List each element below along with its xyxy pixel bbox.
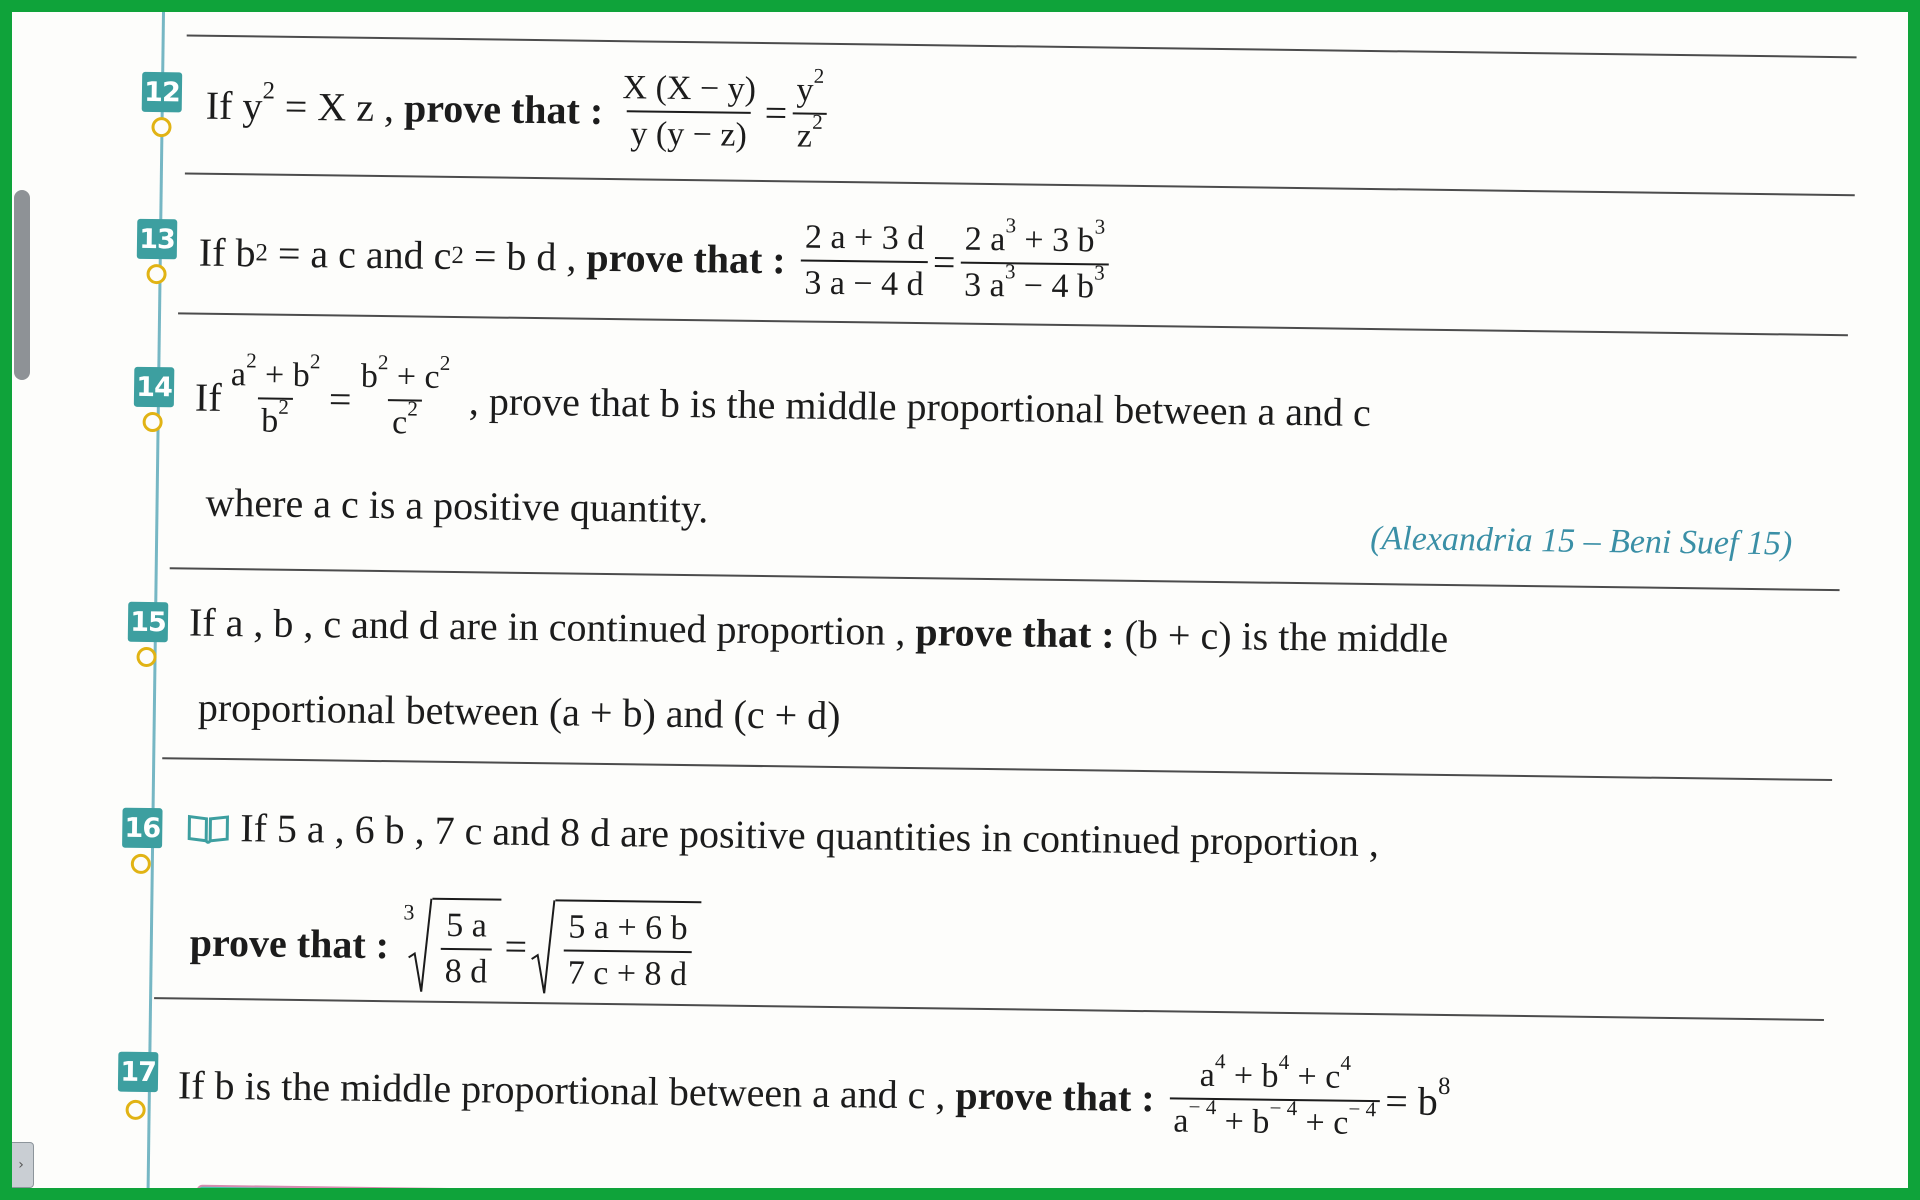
numerator: $y^2$	[796, 63, 825, 109]
condition-2: = b d ,	[473, 233, 577, 280]
problem-number-badge: 13	[137, 219, 178, 260]
exam-source: (Alexandria 15 – Beni Suef 15)	[1369, 519, 1793, 563]
problem-number-badge: 15	[128, 602, 169, 643]
equals-sign: =	[284, 83, 308, 130]
problem-16-formula	[189, 893, 705, 1000]
problem-number-badge: 17	[118, 1052, 159, 1093]
bullet-dot	[125, 1100, 145, 1120]
bullet-dot	[131, 854, 151, 874]
text-if: If	[194, 374, 222, 420]
prove-that-label: prove that :	[189, 919, 390, 968]
bullet-dot	[143, 412, 163, 432]
problem-14-statement	[194, 343, 1371, 468]
cube-root	[402, 897, 501, 994]
radical-sign	[407, 897, 432, 993]
denominator: 7 c + 8 d	[564, 949, 692, 992]
text-if: If	[198, 229, 226, 275]
divider	[162, 757, 1832, 781]
denominator: $b^2$	[257, 397, 293, 438]
denominator: $z^2$	[793, 112, 827, 153]
denominator: 8 d	[440, 948, 491, 990]
divider	[154, 997, 1824, 1021]
denominator: 3 $a^3 - 4$ $b^3$	[960, 262, 1109, 305]
problem-number-badge: 16	[122, 808, 163, 849]
statement-text: If 5 a , 6 b , 7 c and 8 d are positive quantities in continued proportion ,	[240, 805, 1380, 866]
prove-that-label: prove that :	[586, 234, 786, 283]
statement-tail: , prove that b is the middle proportional between a and c	[468, 378, 1372, 435]
problem-17-statement	[177, 1030, 1451, 1157]
fraction-2	[356, 350, 454, 442]
numerator: $a^2 + b^2$	[230, 348, 321, 395]
rhs-fraction	[564, 910, 692, 992]
denominator: $a^{- 4} + b^{- 4} + c^{- 4}$	[1169, 1097, 1380, 1141]
condition-right: X z ,	[317, 84, 395, 131]
denominator: 3 a − 4 d	[800, 260, 928, 303]
condition: = a c and c	[277, 230, 452, 278]
rhs-fraction	[960, 213, 1109, 306]
prove-that-label: prove that :	[915, 609, 1115, 657]
book-icon	[186, 811, 230, 846]
numerator: 5 a + 6 b	[568, 908, 688, 948]
fraction-1	[226, 348, 324, 440]
problem-15-line-2: proportional between (a + b) and (c + d)	[197, 684, 841, 739]
equals-sign: =	[764, 90, 788, 136]
problem-13-statement: If b 2 = a c and c 2 = b d , prove that : $\frac{2 a + 3 d}{3 a - 4 d}$ = $\frac{2 a^3 + 3 b^3}{3 a^3 - 4 b^3}$	[198, 198, 1114, 320]
statement-text: If a , b , c and d are in continued proportion ,	[188, 599, 906, 654]
next-section-header	[196, 1185, 846, 1188]
equals-sign: =	[504, 923, 528, 969]
statement-text: If b is the middle proportional between a and c ,	[177, 1062, 946, 1118]
denominator: y (y − z)	[626, 110, 751, 153]
numerator: $a^4 + b^4 + c^4$	[1199, 1049, 1352, 1096]
rhs-fraction	[792, 63, 829, 155]
lhs-fraction	[440, 906, 492, 991]
main-fraction	[1169, 1049, 1381, 1142]
chevron-right-icon[interactable]: ›	[12, 1142, 34, 1188]
problem-15-statement	[188, 599, 1449, 662]
numerator: 5 a	[446, 906, 488, 945]
prove-that-label: prove that :	[955, 1072, 1155, 1121]
problem-14-line-2: where a c is a positive quantity.	[205, 479, 709, 532]
bullet-dot	[151, 117, 171, 137]
textbook-page	[12, 12, 1908, 1188]
numerator: X (X − y)	[622, 69, 757, 108]
condition-left: $y^2$	[242, 77, 276, 129]
problem-number-badge: 12	[142, 72, 183, 113]
radical-sign	[530, 899, 555, 995]
problem-16-statement	[186, 805, 1380, 866]
denominator: $c^2$	[388, 399, 422, 440]
numerator: 2 a + 3 d	[804, 218, 925, 258]
equals-sign: =	[932, 239, 956, 285]
problem-12-statement	[205, 51, 833, 169]
bullet-dot	[146, 264, 166, 284]
equals-sign: =	[328, 376, 352, 422]
divider	[185, 172, 1855, 196]
root-index: 3	[403, 899, 415, 925]
bullet-dot	[136, 647, 156, 667]
lhs-fraction	[618, 71, 760, 153]
divider	[170, 567, 1840, 591]
text-if: If	[205, 82, 233, 129]
problem-number-badge: 14	[134, 367, 175, 408]
margin-line	[146, 12, 165, 1188]
numerator: $b^2 + c^2$	[360, 350, 451, 396]
result: = $b^8$	[1385, 1072, 1451, 1124]
prove-that-label: prove that :	[403, 85, 604, 133]
page-viewer	[12, 12, 1908, 1188]
statement-text: (b + c) is the middle	[1124, 611, 1449, 662]
numerator: 2 $a^3 + 3$ $b^3$	[964, 213, 1106, 260]
square-root	[530, 899, 701, 997]
lhs-fraction	[800, 218, 928, 304]
